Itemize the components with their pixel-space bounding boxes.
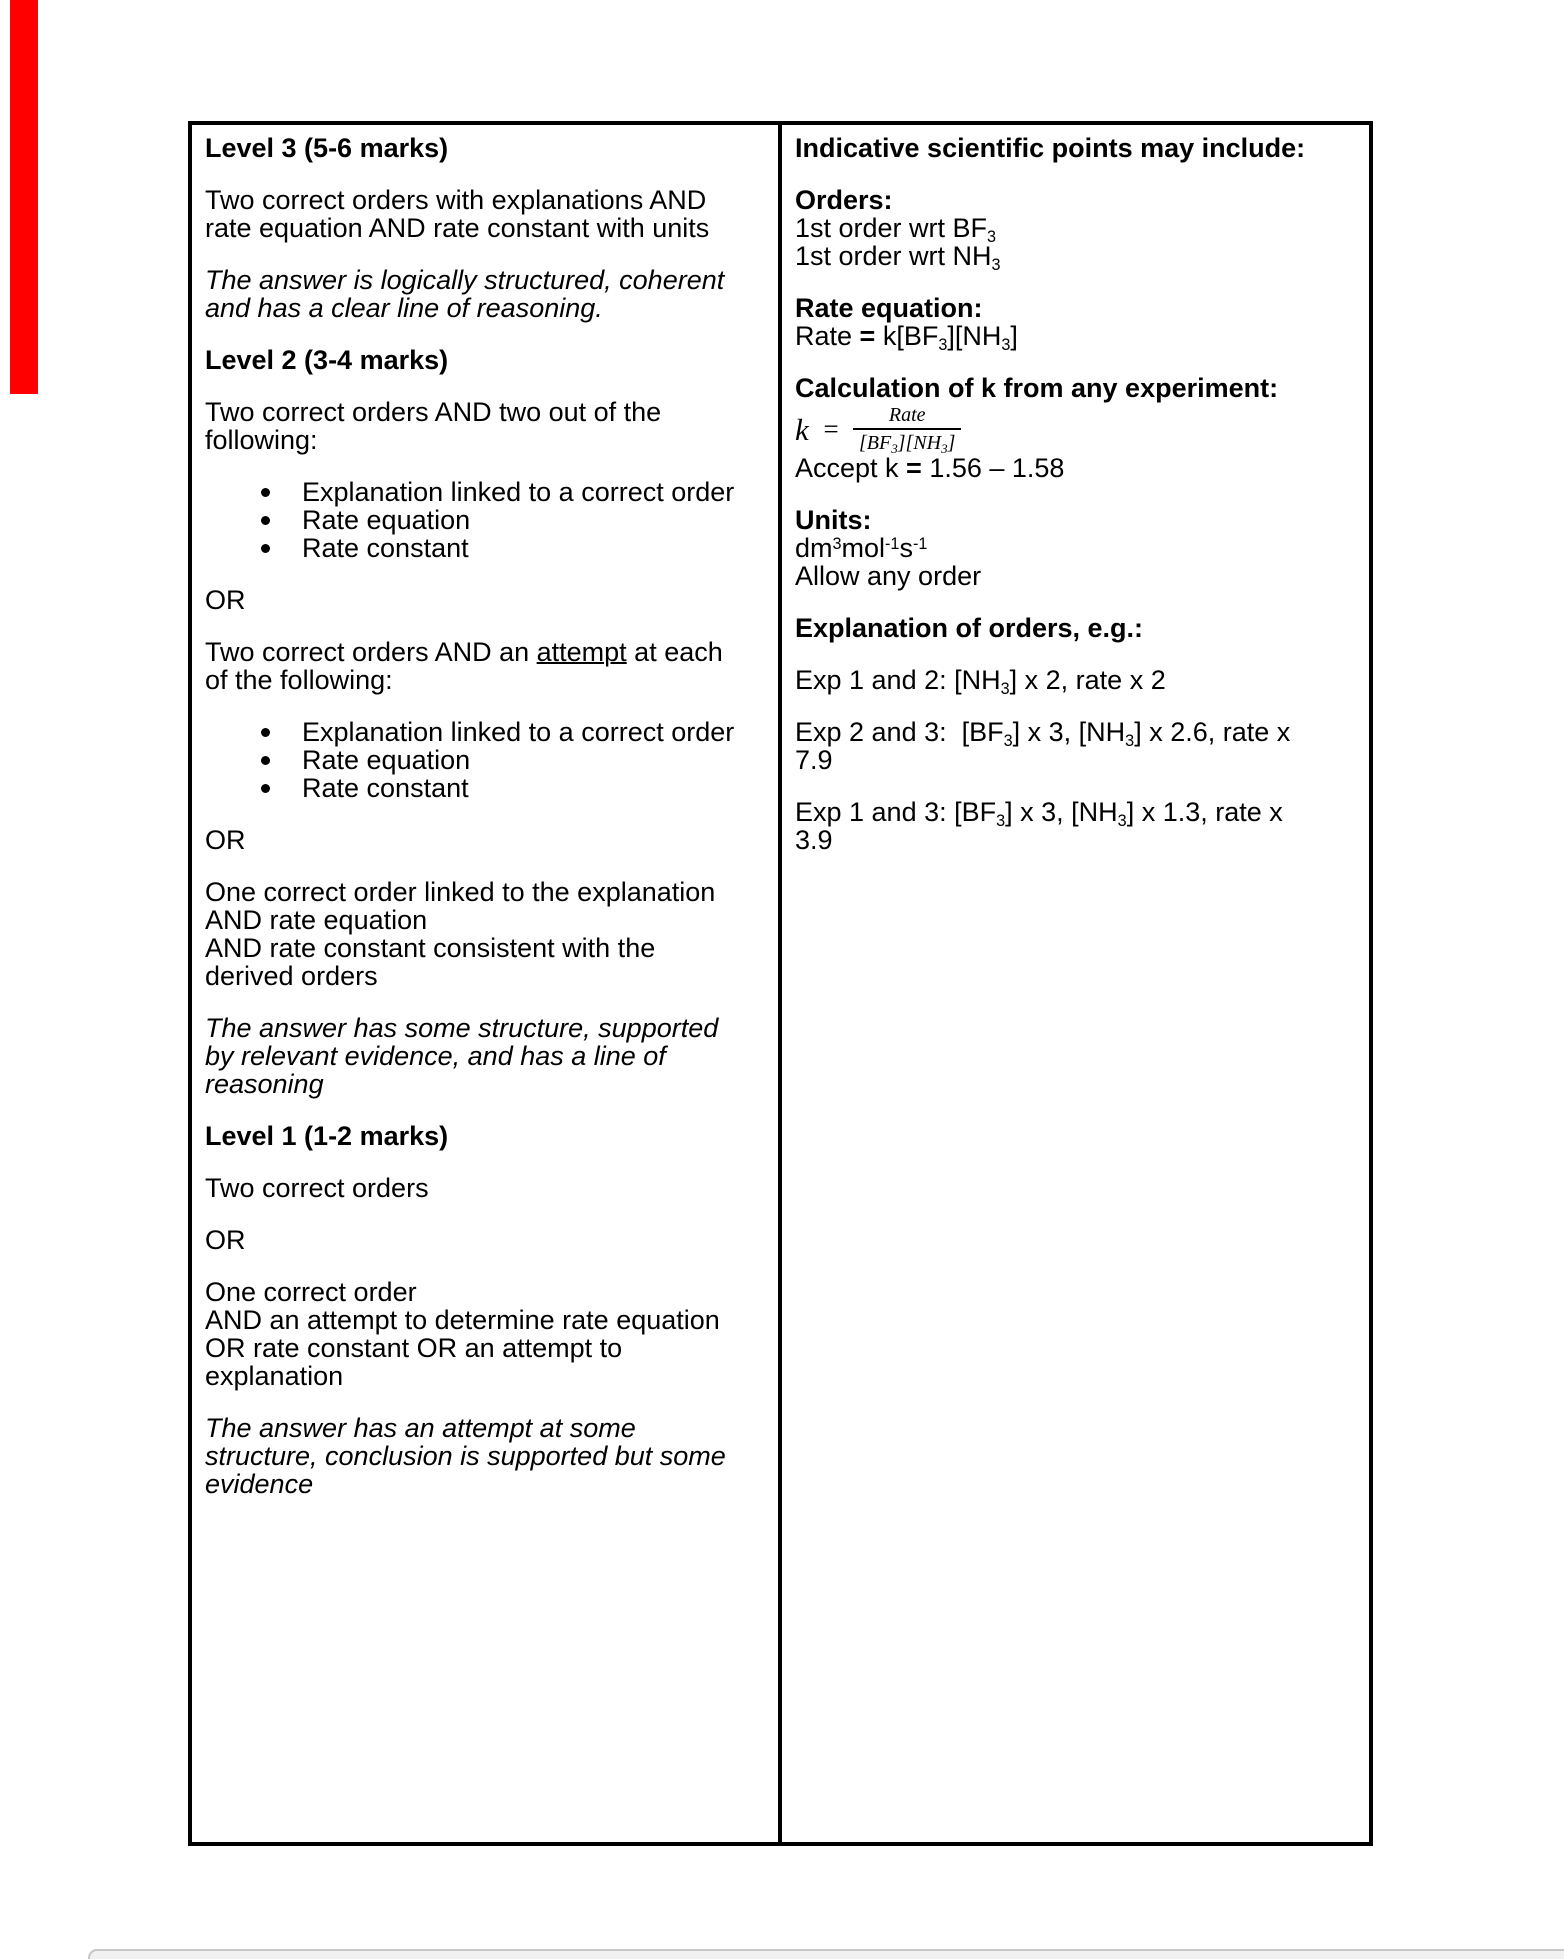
paragraph: Allow any order: [795, 561, 982, 591]
bullet-item: Rate equation: [205, 746, 768, 774]
bullet-item: Rate equation: [205, 506, 768, 534]
heading: Indicative scientific points may include:: [795, 133, 1306, 163]
bullet-list: [205, 718, 768, 802]
subscript: 3: [938, 335, 948, 354]
bullet-item: Explanation linked to a correct order: [205, 718, 768, 746]
subscript: 3: [1000, 679, 1010, 698]
paragraph: Exp 1 and 2: $[NH_3]$ x 2, rate x 2: [795, 665, 1166, 698]
superscript: -1: [912, 534, 928, 553]
paragraph: Two correct orders AND an attempt at each of the following:: [205, 637, 723, 695]
bold-text: =: [859, 321, 876, 351]
paragraph: Two correct orders with explanations AND rate equation AND rate constant with units: [205, 185, 710, 243]
paragraph: Two correct orders AND two out of the following:: [205, 397, 662, 455]
equation-lhs: k: [795, 411, 809, 447]
bullet-list: [205, 478, 768, 562]
bullet-item: Explanation linked to a correct order: [205, 478, 768, 506]
paragraph: Exp 1 and 3: $[BF_3]$ x 3, $[NH_3]$ x 1.3, rate x 3.9: [795, 797, 1283, 855]
paragraph: 1st order wrt $NH_3$: [795, 241, 1001, 274]
fraction-denominator: $[BF_3][NH_3]$: [853, 428, 961, 454]
paragraph: Exp 2 and 3: $[BF_3]$ x 3, $[NH_3]$ x 2.6, rate x 7.9: [795, 717, 1291, 775]
fraction: [853, 404, 961, 454]
bold-text: =: [906, 453, 922, 483]
subscript: 3: [1125, 731, 1135, 750]
superscript: -1: [885, 534, 900, 553]
subscript: 3: [991, 255, 1001, 274]
heading: Calculation of k from any experiment:: [795, 373, 1279, 403]
superscript: 3: [832, 534, 842, 553]
paragraph: One correct order linked to the explanation AND rate equation AND rate constant consistent with the derived orders: [205, 877, 716, 991]
red-marker-bar: [10, 0, 38, 394]
italic-note: The answer has an attempt at some structure, conclusion is supported but some evidence: [205, 1413, 726, 1499]
subscript: 3: [891, 440, 898, 456]
underlined-text: attempt: [536, 637, 627, 667]
heading: Level 2 (3-4 marks): [205, 345, 449, 375]
k-equation: [795, 404, 1359, 454]
paragraph: OR: [205, 1225, 246, 1255]
subscript: 3: [996, 811, 1006, 830]
levels-criteria-cell: [192, 125, 782, 1842]
heading: Explanation of orders, e.g.:: [795, 613, 1144, 643]
mark-scheme-table: [188, 121, 1373, 1846]
heading: Level 1 (1-2 marks): [205, 1121, 449, 1151]
subscript: 3: [1003, 731, 1013, 750]
paragraph: Two correct orders: [205, 1173, 429, 1203]
equals-sign: =: [821, 413, 840, 444]
italic-note: The answer has some structure, supported by relevant evidence, and has a line of reasoning: [205, 1013, 719, 1099]
heading: Units:: [795, 505, 872, 535]
next-page-edge: [88, 1949, 1564, 1959]
italic-note: The answer is logically structured, coherent and has a clear line of reasoning.: [205, 265, 725, 323]
subscript: 3: [941, 440, 948, 456]
paragraph: Rate = $k[BF_3][NH_3]$: [795, 321, 1018, 354]
heading: Level 3 (5-6 marks): [205, 133, 449, 163]
heading: Orders:: [795, 185, 893, 215]
subscript: 3: [1117, 811, 1127, 830]
paragraph: Accept k = 1.56 – 1.58: [795, 453, 1065, 483]
subscript: 3: [987, 227, 997, 246]
heading: Rate equation:: [795, 293, 983, 323]
paragraph: $dm^3mol^{-1}s^{-1}$: [795, 533, 928, 563]
paragraph: OR: [205, 585, 246, 615]
fraction-numerator: Rate: [888, 404, 926, 426]
subscript: 3: [1001, 335, 1011, 354]
paragraph: OR: [205, 825, 246, 855]
indicative-points-cell: [782, 125, 1369, 1842]
paragraph: 1st order wrt $BF_3$: [795, 213, 997, 246]
paragraph: One correct order AND an attempt to determine rate equation OR rate constant OR an attempt to explanation: [205, 1277, 720, 1391]
bullet-item: Rate constant: [205, 774, 768, 802]
bullet-item: Rate constant: [205, 534, 768, 562]
